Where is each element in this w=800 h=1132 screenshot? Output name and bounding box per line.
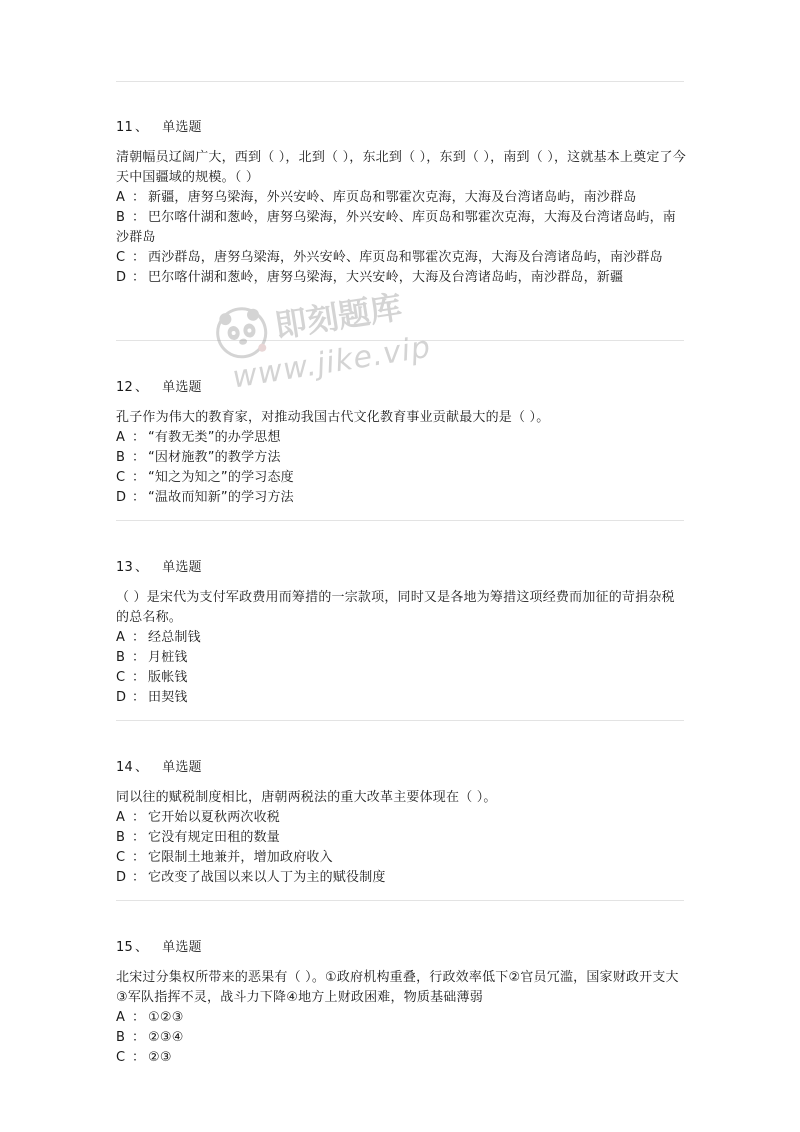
option-text: 它开始以夏秋两次收税 xyxy=(148,810,281,825)
option-d[interactable] xyxy=(116,688,686,708)
option-letter: D xyxy=(116,870,127,885)
option-letter: A xyxy=(116,810,126,825)
option-colon: ： xyxy=(132,470,146,485)
option-a[interactable] xyxy=(116,188,686,208)
question-text: 清朝幅员辽阔广大，西到（ ），北到（ ），东北到（ ），东到（ ），南到（ ），这就基本上奠定了今天中国疆域的规模。（ ） xyxy=(116,150,686,185)
option-text: 田契钱 xyxy=(148,690,188,705)
question-number: 11 xyxy=(116,120,133,135)
option-c[interactable] xyxy=(116,848,686,868)
question-13 xyxy=(116,558,686,708)
question-number: 13 xyxy=(116,560,133,575)
option-text: “知之为知之”的学习态度 xyxy=(148,470,294,485)
option-letter: A xyxy=(116,630,126,645)
option-a[interactable] xyxy=(116,808,686,828)
option-text: 巴尔喀什湖和葱岭，唐努乌梁海，外兴安岭、库页岛和鄂霍次克海，大海及台湾诸岛屿，南沙群岛 xyxy=(116,210,677,245)
option-colon: ： xyxy=(132,190,146,205)
option-colon: ： xyxy=(132,210,146,225)
option-colon: ： xyxy=(132,250,146,265)
option-text: 西沙群岛，唐努乌梁海，外兴安岭、库页岛和鄂霍次克海，大海及台湾诸岛屿，南沙群岛 xyxy=(148,250,663,265)
option-colon: ： xyxy=(132,430,146,445)
option-colon: ： xyxy=(132,450,146,465)
option-c[interactable] xyxy=(116,668,686,688)
option-colon: ： xyxy=(132,1030,146,1045)
option-text: 它改变了战国以来以人丁为主的赋役制度 xyxy=(148,870,386,885)
option-text: “有教无类”的办学思想 xyxy=(148,430,281,445)
divider xyxy=(116,900,684,901)
question-separator: 、 xyxy=(134,940,149,955)
option-colon: ： xyxy=(132,830,146,845)
option-letter: C xyxy=(116,250,126,265)
option-colon: ： xyxy=(132,650,146,665)
option-letter: C xyxy=(116,470,126,485)
question-11 xyxy=(116,118,686,288)
option-b[interactable] xyxy=(116,1028,686,1048)
question-separator: 、 xyxy=(134,380,149,395)
option-a[interactable] xyxy=(116,628,686,648)
option-b[interactable] xyxy=(116,828,686,848)
option-c[interactable] xyxy=(116,468,686,488)
option-d[interactable] xyxy=(116,868,686,888)
option-letter: D xyxy=(116,490,127,505)
question-separator: 、 xyxy=(134,120,149,135)
option-text: ②③④ xyxy=(148,1030,184,1045)
option-text: 版帐钱 xyxy=(148,670,188,685)
question-header xyxy=(116,558,686,578)
option-text: “因材施教”的教学方法 xyxy=(148,450,281,465)
question-type: 单选题 xyxy=(162,760,202,775)
option-letter: B xyxy=(116,650,126,665)
option-letter: C xyxy=(116,1050,126,1065)
question-separator: 、 xyxy=(134,560,149,575)
question-number: 14 xyxy=(116,760,133,775)
question-separator: 、 xyxy=(134,760,149,775)
option-colon: ： xyxy=(132,1050,146,1065)
option-text: 经总制钱 xyxy=(148,630,201,645)
question-14 xyxy=(116,758,686,888)
question-header xyxy=(116,118,686,138)
option-colon: ： xyxy=(132,810,146,825)
option-colon: ： xyxy=(132,630,146,645)
option-letter: C xyxy=(116,850,126,865)
option-c[interactable] xyxy=(116,248,686,268)
option-text: 新疆，唐努乌梁海，外兴安岭、库页岛和鄂霍次克海，大海及台湾诸岛屿，南沙群岛 xyxy=(148,190,637,205)
option-text: 它限制土地兼并，增加政府收入 xyxy=(148,850,333,865)
question-number: 15 xyxy=(116,940,133,955)
option-text: “温故而知新”的学习方法 xyxy=(148,490,294,505)
option-letter: A xyxy=(116,190,126,205)
option-letter: B xyxy=(116,210,126,225)
question-type: 单选题 xyxy=(162,560,202,575)
option-letter: D xyxy=(116,270,127,285)
option-letter: D xyxy=(116,690,127,705)
question-type: 单选题 xyxy=(162,120,202,135)
option-colon: ： xyxy=(132,270,146,285)
option-a[interactable] xyxy=(116,1008,686,1028)
option-letter: B xyxy=(116,450,126,465)
option-colon: ： xyxy=(132,670,146,685)
option-colon: ： xyxy=(132,690,146,705)
option-letter: B xyxy=(116,1030,126,1045)
option-c[interactable] xyxy=(116,1048,686,1068)
option-colon: ： xyxy=(132,850,146,865)
option-colon: ： xyxy=(132,1010,146,1025)
option-a[interactable] xyxy=(116,428,686,448)
option-colon: ： xyxy=(132,490,146,505)
option-d[interactable] xyxy=(116,488,686,508)
watermark-url-text: www.jike.vip xyxy=(229,329,434,396)
question-type: 单选题 xyxy=(162,380,202,395)
watermark-brand-text: 即刻题库 xyxy=(272,287,405,346)
question-text: （ ）是宋代为支付军政费用而筹措的一宗款项，同时又是各地为筹措这项经费而加征的苛捐杂税的总名称。 xyxy=(116,590,675,625)
question-15 xyxy=(116,938,686,1068)
question-text: 孔子作为伟大的教育家，对推动我国古代文化教育事业贡献最大的是（ ）。 xyxy=(116,410,550,425)
question-number: 12 xyxy=(116,380,133,395)
question-type: 单选题 xyxy=(162,940,202,955)
option-b[interactable] xyxy=(116,648,686,668)
option-text: 它没有规定田租的数量 xyxy=(148,830,281,845)
question-header xyxy=(116,378,686,398)
question-text: 同以往的赋税制度相比，唐朝两税法的重大改革主要体现在（ ）。 xyxy=(116,790,497,805)
option-letter: B xyxy=(116,830,126,845)
option-colon: ： xyxy=(132,870,146,885)
option-d[interactable] xyxy=(116,268,686,288)
option-letter: A xyxy=(116,1010,126,1025)
option-letter: A xyxy=(116,430,126,445)
option-b[interactable] xyxy=(116,448,686,468)
divider xyxy=(116,720,684,721)
option-b[interactable] xyxy=(116,208,686,248)
option-text: 月桩钱 xyxy=(148,650,188,665)
question-header xyxy=(116,938,686,958)
divider xyxy=(116,340,684,341)
option-text: 巴尔喀什湖和葱岭，唐努乌梁海，大兴安岭，大海及台湾诸岛屿，南沙群岛，新疆 xyxy=(148,270,624,285)
question-header xyxy=(116,758,686,778)
divider xyxy=(116,520,684,521)
option-text: ②③ xyxy=(148,1050,172,1065)
divider xyxy=(116,81,684,82)
question-text: 北宋过分集权所带来的恶果有（ ）。①政府机构重叠，行政效率低下②官员冗滥，国家财政开支大③军队指挥不灵，战斗力下降④地方上财政困难，物质基础薄弱 xyxy=(116,970,679,1005)
question-12 xyxy=(116,378,686,508)
panda-logo-icon xyxy=(210,301,274,365)
option-text: ①②③ xyxy=(148,1010,184,1025)
option-letter: C xyxy=(116,670,126,685)
